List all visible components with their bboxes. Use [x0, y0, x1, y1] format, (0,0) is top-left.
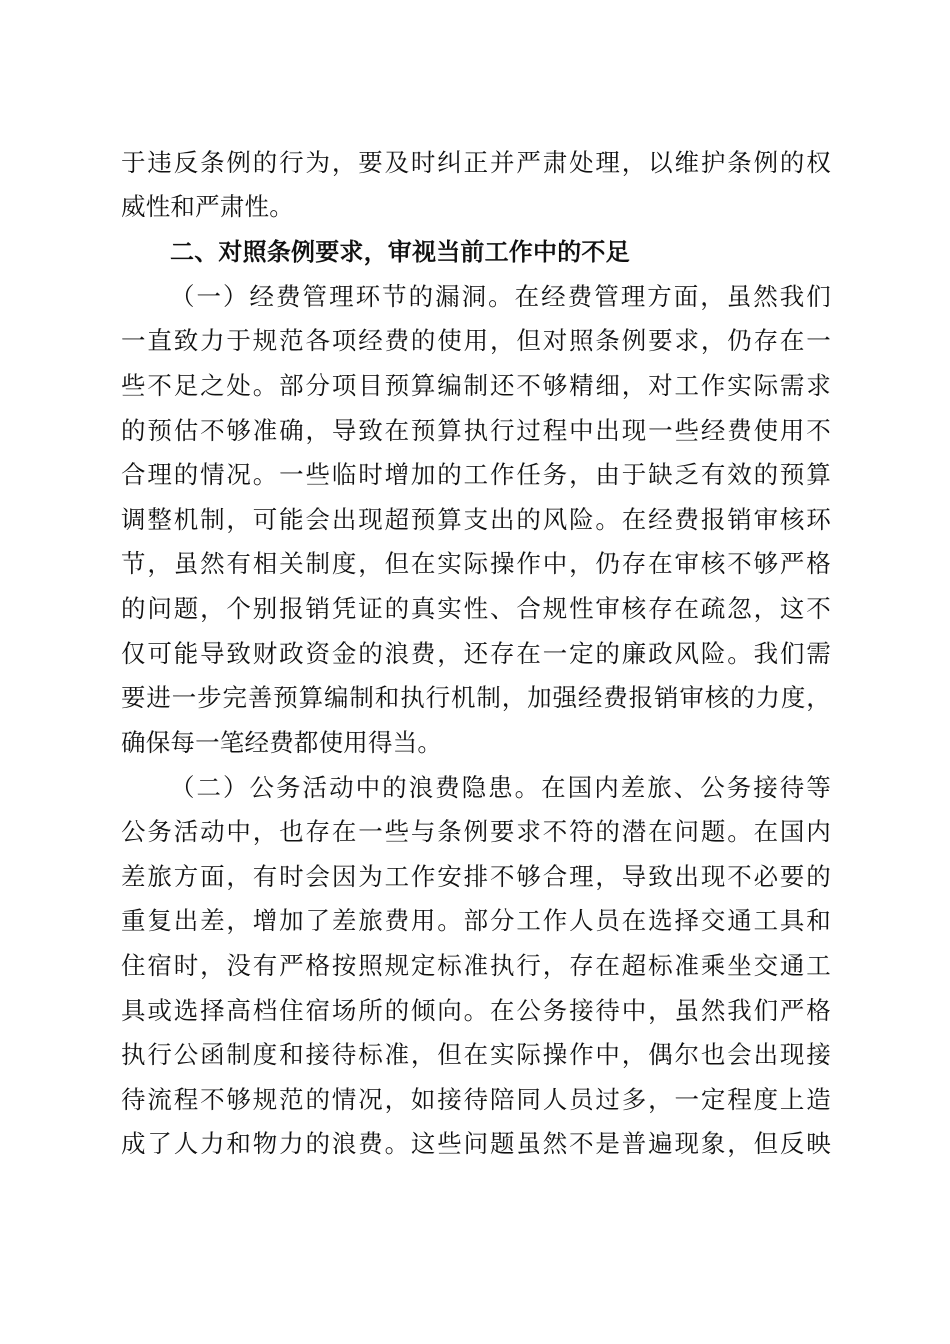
- text-line-7: 的预估不够准确，导致在预算执行过程中出现一些经费使用不: [121, 416, 831, 445]
- text-line-8: 合理的情况。一些临时增加的工作任务，由于缺乏有效的预算: [121, 460, 831, 489]
- text-line-6: 些不足之处。部分项目预算编制还不够精细，对工作实际需求: [121, 371, 831, 400]
- text-line-23: 成了人力和物力的浪费。这些问题虽然不是普遍现象，但反映: [121, 1129, 831, 1158]
- text-line-13: 要进一步完善预算编制和执行机制，加强经费报销审核的力度，: [121, 683, 831, 712]
- paragraph-1-first-line: （一）经费管理环节的漏洞。在经费管理方面，虽然我们: [170, 282, 831, 311]
- text-line-14: 确保每一笔经费都使用得当。: [121, 728, 443, 757]
- text-line-1: 于违反条例的行为，要及时纠正并严肃处理，以维护条例的权: [121, 148, 831, 177]
- text-line-9: 调整机制，可能会出现超预算支出的风险。在经费报销审核环: [121, 505, 831, 534]
- text-line-10: 节，虽然有相关制度，但在实际操作中，仍存在审核不够严格: [121, 549, 831, 578]
- text-line-22: 待流程不够规范的情况，如接待陪同人员过多，一定程度上造: [121, 1085, 831, 1114]
- text-line-12: 仅可能导致财政资金的浪费，还存在一定的廉政风险。我们需: [121, 639, 831, 668]
- text-line-20: 具或选择高档住宿场所的倾向。在公务接待中，虽然我们严格: [121, 996, 831, 1025]
- text-line-17: 差旅方面，有时会因为工作安排不够合理，导致出现不必要的: [121, 862, 831, 891]
- section-heading: 二、对照条例要求，审视当前工作中的不足: [170, 238, 630, 266]
- text-line-21: 执行公函制度和接待标准，但在实际操作中，偶尔也会出现接: [121, 1040, 831, 1069]
- paragraph-2-first-line: （二）公务活动中的浪费隐患。在国内差旅、公务接待等: [170, 773, 831, 802]
- text-line-18: 重复出差，增加了差旅费用。部分工作人员在选择交通工具和: [121, 906, 831, 935]
- text-line-11: 的问题，个别报销凭证的真实性、合规性审核存在疏忽，这不: [121, 594, 831, 623]
- text-line-19: 住宿时，没有严格按照规定标准执行，存在超标准乘坐交通工: [121, 951, 831, 980]
- text-line-16: 公务活动中，也存在一些与条例要求不符的潜在问题。在国内: [121, 817, 831, 846]
- text-line-2: 威性和严肃性。: [121, 192, 294, 221]
- text-line-5: 一直致力于规范各项经费的使用，但对照条例要求，仍存在一: [121, 326, 831, 355]
